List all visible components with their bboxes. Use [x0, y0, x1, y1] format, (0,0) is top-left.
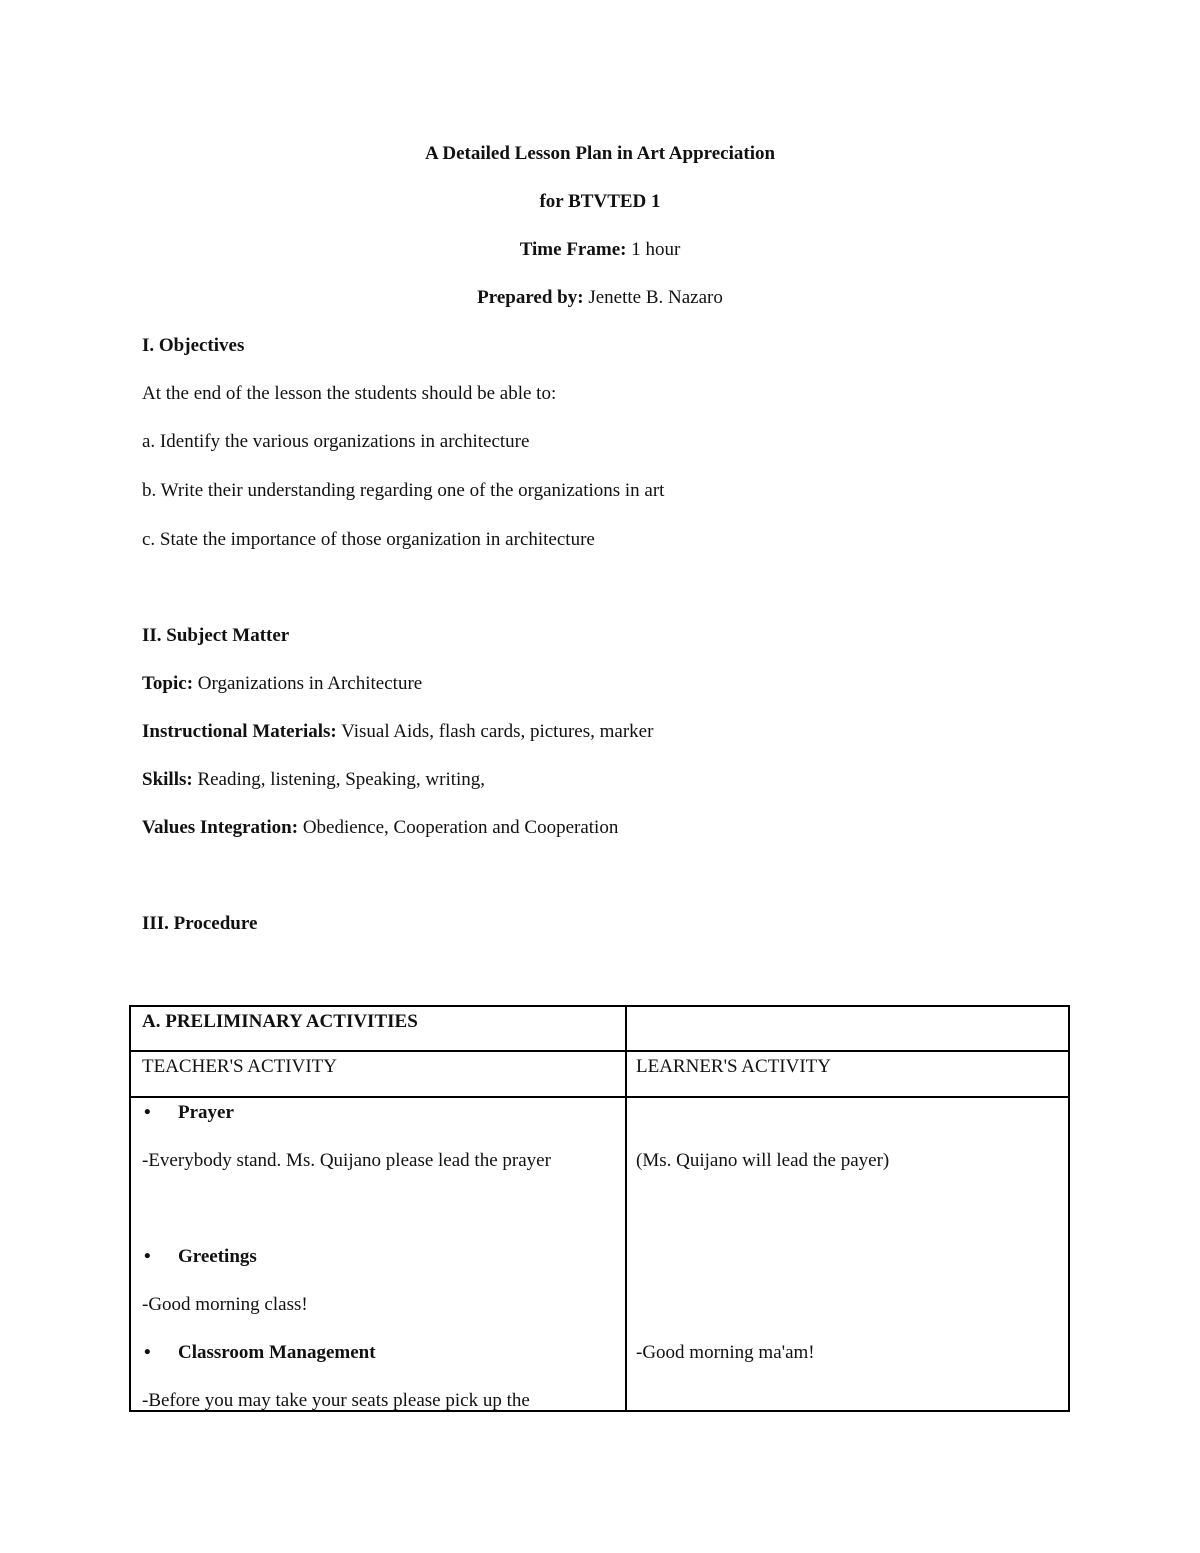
prayer-heading-item [144, 1102, 234, 1124]
table-row-divider [131, 1050, 1068, 1052]
procedure-heading-text: III. Procedure [142, 913, 258, 934]
table-column-divider [625, 1007, 627, 1410]
time-frame [0, 239, 1200, 261]
procedure-heading [142, 913, 257, 935]
classroom-management-text: -Before you may take your seats please pick up the [142, 1390, 530, 1411]
materials-line [142, 721, 653, 743]
values-value: Obedience, Cooperation and Cooperation [298, 817, 619, 838]
topic-line [142, 673, 422, 695]
greetings-heading-item [144, 1246, 257, 1268]
document-subtitle [0, 191, 1200, 213]
prepared-by-label: Prepared by: [477, 287, 584, 308]
document-title [0, 143, 1200, 165]
bullet-icon: • [144, 1102, 151, 1123]
objective-item-c: c. State the importance of those organization in architecture [142, 529, 595, 550]
greetings-heading: Greetings [178, 1246, 257, 1267]
objectives-heading [142, 335, 244, 357]
topic-label: Topic: [142, 673, 194, 694]
subject-matter-heading-text: II. Subject Matter [142, 625, 290, 646]
title-text: A Detailed Lesson Plan in Art Appreciation [424, 143, 776, 164]
procedure-table [129, 1005, 1070, 1412]
teacher-activity-header: TEACHER'S ACTIVITY [142, 1056, 338, 1077]
values-label: Values Integration: [142, 817, 299, 838]
greetings-response: -Good morning ma'am! [636, 1342, 815, 1363]
topic-value: Organizations in Architecture [193, 673, 423, 694]
table-row-divider [131, 1096, 1068, 1098]
bullet-icon: • [144, 1342, 151, 1363]
prepared-by-value: Jenette B. Nazaro [583, 287, 723, 308]
materials-label: Instructional Materials: [142, 721, 337, 742]
objective-item-b: b. Write their understanding regarding one of the organizations in art [142, 480, 665, 501]
skills-value: Reading, listening, Speaking, writing, [192, 769, 486, 790]
time-frame-value: 1 hour [626, 239, 681, 260]
bullet-icon: • [144, 1246, 151, 1267]
classroom-management-heading: Classroom Management [178, 1342, 376, 1363]
objective-item-a: a. Identify the various organizations in architecture [142, 431, 530, 452]
skills-label: Skills: [142, 769, 193, 790]
section-title-cell [142, 1011, 418, 1033]
objectives-intro: At the end of the lesson the students should be able to: [142, 383, 557, 404]
time-frame-label: Time Frame: [519, 239, 627, 260]
subtitle-text: for BTVTED 1 [539, 191, 661, 212]
objectives-heading-text: I. Objectives [142, 335, 245, 356]
greetings-text: -Good morning class! [142, 1294, 308, 1315]
learner-activity-header: LEARNER'S ACTIVITY [636, 1056, 832, 1077]
values-line [142, 817, 618, 839]
skills-line [142, 769, 485, 791]
prayer-response: (Ms. Quijano will lead the payer) [636, 1150, 890, 1171]
prayer-heading: Prayer [178, 1102, 234, 1123]
materials-value: Visual Aids, flash cards, pictures, marker [336, 721, 654, 742]
section-title: A. PRELIMINARY ACTIVITIES [142, 1011, 418, 1032]
prepared-by [0, 287, 1200, 309]
prayer-text: -Everybody stand. Ms. Quijano please lead the prayer [142, 1150, 551, 1171]
classroom-management-heading-item [144, 1342, 376, 1364]
subject-matter-heading [142, 625, 289, 647]
